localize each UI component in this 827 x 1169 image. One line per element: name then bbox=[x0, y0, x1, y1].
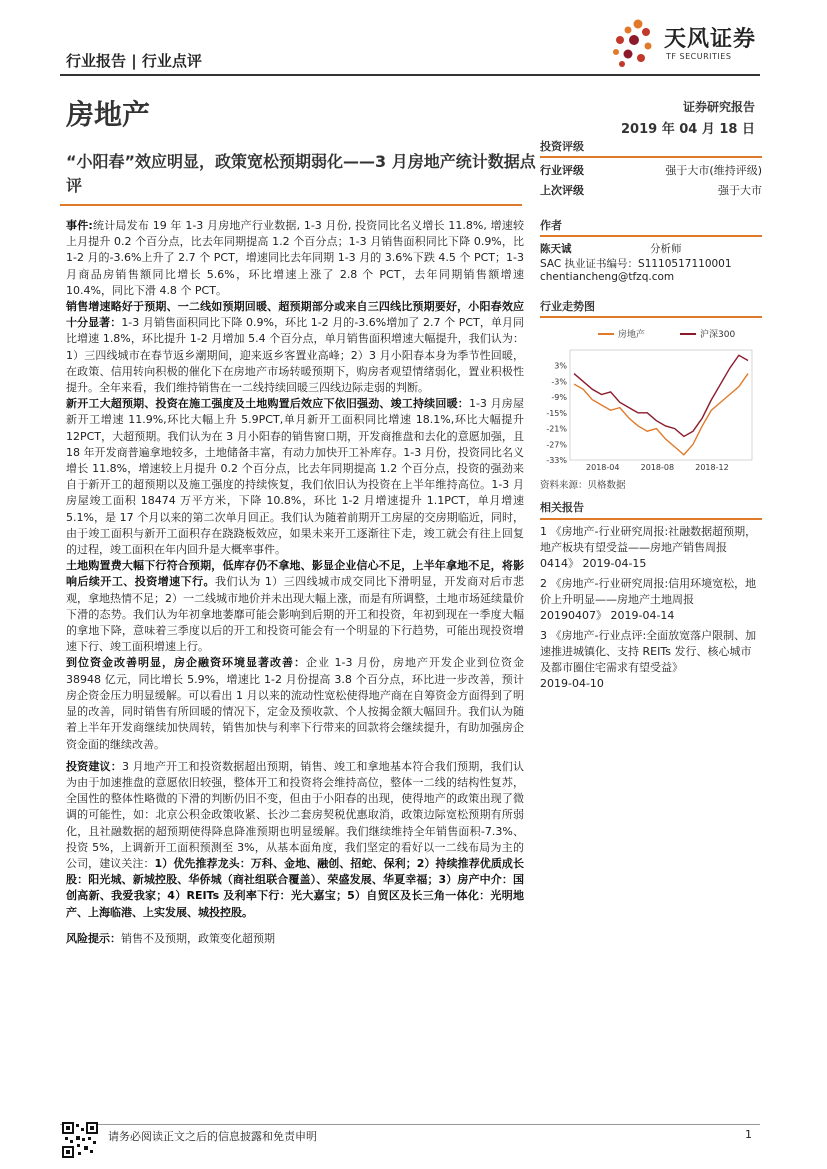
rating-row bbox=[540, 182, 762, 198]
related-item-text: 1 《房地产-行业研究周报:社融数据超预期，地产板块有望受益——房地产销售周报 0414》 bbox=[540, 525, 757, 570]
chart-y-tick-label: -15% bbox=[546, 408, 567, 418]
author-panel bbox=[540, 217, 762, 283]
industry-trend-chart bbox=[540, 322, 762, 472]
related-item-date: 2019-04-14 bbox=[610, 609, 675, 622]
related-item-date: 2019-04-15 bbox=[582, 557, 647, 570]
chart-plot-frame bbox=[570, 350, 752, 460]
chart-y-tick-label: -33% bbox=[546, 456, 567, 465]
related-item[interactable] bbox=[540, 524, 762, 572]
paragraph-text: 3 月地产开工和投资数据超出预期，销售、竣工和拿地基本符合我们预期，我们认为由于加速推盘的意愿依旧较强，整体开工和投资将会维持高位，整体一二线的结构性复苏，全国性的整体性略微的下滑的判断仍旧不变，但由于小阳春的出现，使得地产的政策出现了微调的可能性，如：北京公积金政策收紧、长沙二套房契税优惠取消，政策边际宽松预期有所弱化，且社融数据的超预期使得降息降准预期也明显缓解。我们继续维持全年销售面积-7.3%、投资 5%，上调新开工面积预测至 3%，从基本面角度，我们坚定的看好以一二线布局为主的公司，建议关注： bbox=[66, 759, 524, 870]
main-body bbox=[66, 218, 524, 947]
chart-series-line-1 bbox=[574, 355, 748, 436]
paragraph-lead: 到位资金改善明显，房企融资环境显著改善： bbox=[66, 656, 307, 670]
report-date: 2019 年 04 月 18 日 bbox=[621, 122, 755, 137]
title-divider bbox=[60, 204, 522, 206]
paragraph-land bbox=[66, 558, 524, 655]
paragraph-lead: 事件: bbox=[66, 219, 93, 232]
report-type: 证券研究报告 bbox=[682, 100, 755, 114]
chart-source: 资料来源：贝格数据 bbox=[540, 480, 626, 491]
paragraph-text: 1-3 月销售面积同比下降 0.9%，环比 1-2 月的-3.6%增加了 2.7 个 PCT，单月同比增速 1.8%，环比提升 1-2 月增加 5.4 个百分点，单月销售面积增速大幅提升，我们认为：1）三四线城市在春节返乡潮期间，迎来返乡客置业高峰；2）3 月小阳春本身为季节性回暖，在政策、信用转向积极的催化下在房地产市场转暖预期下，购房者观望情绪弱化，置业积极性提升。全年来看，我们维持销售在一二线持续回暖三四线边际走弱的判断。 bbox=[66, 316, 525, 395]
paragraph-text: 我们认为 1）三四线城市成交同比下滑明显，开发商对后市悲观，拿地热情不足；2）一二线城市地价并未出现大幅上涨，而是有所调整，土地市场延续量价下滑的态势。我们认为年初拿地萎靡可能会影响到后期的开工和投资，年初到现在一季度大幅的拿地下降，意味着三季度以后的开工和投资可能会有一个明显的下行趋势，可能出现投资增速下行、竣工面积增速上行。 bbox=[66, 575, 524, 654]
related-item[interactable] bbox=[540, 576, 762, 624]
paragraph-text: 销售不及预期，政策变化超预期 bbox=[121, 931, 275, 945]
chart-title: 行业走势图 bbox=[540, 300, 595, 313]
footer-divider bbox=[60, 1124, 760, 1125]
rating-heading: 投资评级 bbox=[540, 140, 584, 153]
rating-divider bbox=[540, 156, 762, 158]
related-reports bbox=[540, 500, 762, 692]
rating-value: 强于大市 bbox=[718, 184, 762, 197]
chart-panel bbox=[540, 298, 762, 491]
page-number: 1 bbox=[745, 1128, 752, 1141]
chart-series-line-0 bbox=[574, 374, 748, 455]
qr-code-icon bbox=[62, 1122, 98, 1158]
rating-key: 行业评级 bbox=[540, 164, 584, 177]
paragraph-event bbox=[66, 218, 524, 299]
chart-y-tick-label: -3% bbox=[551, 377, 567, 387]
author-email[interactable]: chentiancheng@tfzq.com bbox=[540, 271, 675, 283]
chart-legend-label: 房地产 bbox=[618, 330, 646, 340]
chart-x-tick-label: 2018-08 bbox=[640, 463, 675, 472]
paragraph-text: 企业 1-3 月份，房地产开发企业到位资金 38948 亿元，同比增长 5.9%，增速比 1-2 月份提高 3.8 个百分点，环比进一步改善，预计房企资金压力明显缓解。可以看出 1 月以来的流动性宽松使得地产商在自筹资金方面得到了明显的改善，同时销售有所回暖的情况下，定金及预收款、个人按揭金额大幅回升。我们认为随着上半年开发商继续加快周转，销售加快与利率下行带来的回款将会继续提升，有助加强房企资金面的继续改善。 bbox=[66, 656, 524, 751]
paragraph-lead: 新开工大超预期、投资在施工强度及土地购置后效应下依旧强劲、竣工持续回暖： bbox=[66, 397, 469, 411]
rating-panel bbox=[540, 138, 762, 198]
related-item[interactable] bbox=[540, 628, 762, 692]
report-title: “小阳春”效应明显，政策宽松预期弱化——3 月房地产统计数据点评 bbox=[66, 152, 536, 195]
rating-row bbox=[540, 162, 762, 178]
logo-mark-icon bbox=[608, 18, 656, 70]
related-item-date: 2019-04-10 bbox=[540, 677, 604, 690]
rating-key: 上次评级 bbox=[540, 184, 584, 197]
related-heading: 相关报告 bbox=[540, 501, 584, 514]
chart-y-tick-label: -21% bbox=[546, 424, 567, 434]
paragraph-lead: 土地购置费大幅下行符合预期，低库存仍不拿地、影显企业信心不足，上半年拿地不足，将影响后续开工、投资增速下行。 bbox=[66, 559, 524, 589]
chart-divider bbox=[540, 316, 762, 318]
paragraph-funding bbox=[66, 655, 524, 752]
paragraph-sales bbox=[66, 299, 524, 396]
paragraph-text: 统计局发布 19 年 1-3 月房地产行业数据, 1-3 月份, 投资同比名义增长 11.8%, 增速较上月提升 0.2 个百分点，比去年同期提高 1.2 个百分点；1-3 月销售面积同比下降 0.9%，比 1-2 月的-3.6%上升了 2.7 个 PCT，增速同比去年同期 1-3 月的 3.6%下跌 4.5 个 PCT；1-3 月商品房销售额同比增长 5.6%，环比增速上涨了 2.8 个 PCT，去年同期销售额增速 10.4%，同比下滑 4.8 个 PCT。 bbox=[66, 219, 524, 297]
author-sac: SAC 执业证书编号：S1110517110001 bbox=[540, 258, 732, 270]
header-divider bbox=[60, 74, 760, 76]
author-divider bbox=[540, 235, 762, 237]
paragraph-text: 1-3 月房屋新开工增速 11.9%,环比大幅上升 5.9PCT,单月新开工面积同比增速 18.1%,环比大幅提升 12PCT，大超预期。我们认为在 3 月小阳春的销售窗口期，开发商推盘和去化的意愿加强，且 18 年开发商普遍拿地较多，土地储备丰富，有动力加快开工补库存。1-3 月份，投资同比名义增长 11.8%，增速较上月提升 0.2 个百分点，比去年同期提高 1.2 个百分点，投资的强劲来自于新开工的超预期以及施工强度的持续恢复，我们依旧认为投资在上半年维持高位。1-3 月房屋竣工面积 18474 万平方米，下降 10.8%，环比 1-2 月增速提升 1.1PCT，单月增速 5.1%，是 17 个月以来的第二次单月回正。我们认为随着前期开工房屋的交房期临近，同时，由于竣工面积与新开工面积存在跷跷板效应，如果未来开工逐渐往下走，竣工就会有往上回复的过程，竣工面积在年内回升是大概率事件。 bbox=[66, 397, 524, 557]
chart-x-tick-label: 2018-12 bbox=[695, 463, 729, 472]
report-category: 行业报告 | 行业点评 bbox=[66, 52, 202, 70]
paragraph-construction bbox=[66, 396, 524, 558]
paragraph-risk bbox=[66, 931, 524, 947]
footer-disclaimer[interactable]: 请务必阅读正文之后的信息披露和免责申明 bbox=[108, 1130, 317, 1143]
logo-text-en: TF SECURITIES bbox=[666, 52, 732, 61]
author-role: 分析师 bbox=[650, 243, 682, 255]
chart-y-tick-label: 3% bbox=[554, 361, 567, 371]
company-logo bbox=[608, 18, 768, 74]
logo-text-cn: 天风证券 bbox=[664, 27, 757, 52]
chart-y-tick-label: -27% bbox=[546, 440, 567, 450]
related-divider bbox=[540, 518, 762, 520]
sector-title: 房地产 bbox=[66, 98, 151, 131]
rating-value: 强于大市(维持评级) bbox=[665, 164, 762, 177]
author-row bbox=[540, 241, 762, 256]
paragraph-lead: 投资建议： bbox=[66, 759, 122, 773]
paragraph-lead: 销售增速略好于预期、一二线如预期回暖、超预期部分或来自三四线比预期要好，小阳春效应十分显著： bbox=[66, 300, 524, 330]
paragraph-lead: 风险提示： bbox=[66, 931, 121, 945]
author-heading: 作者 bbox=[540, 219, 562, 232]
paragraph-recommendations: 1）优先推荐龙头：万科、金地、融创、招蛇、保利；2）持续推荐优质成长股：阳光城、新城控股、华侨城（商社组联合覆盖）、荣盛发展、华夏幸福；3）房产中介：国创高新、我爱我家；4）REITs 及利率下行：光大嘉宝；5）自贸区及长三角一体化：光明地产、上海临港、上实发展、城投控股。 bbox=[66, 856, 525, 919]
author-name: 陈天诚 bbox=[540, 243, 572, 255]
paragraph-advice bbox=[66, 759, 524, 921]
related-item-text: 3 《房地产-行业点评:全面放宽落户限制、加速推进城镇化、支持 REITs 发行、核心城市及都市圈住宅需求有望受益》 bbox=[540, 629, 757, 674]
chart-legend-label: 沪深300 bbox=[700, 330, 736, 340]
chart-y-tick-label: -9% bbox=[551, 393, 567, 403]
chart-x-tick-label: 2018-04 bbox=[586, 463, 620, 472]
related-item-text: 2 《房地产-行业研究周报:信用环境宽松，地价上升明显——房地产土地周报 20190407》 bbox=[540, 577, 757, 622]
